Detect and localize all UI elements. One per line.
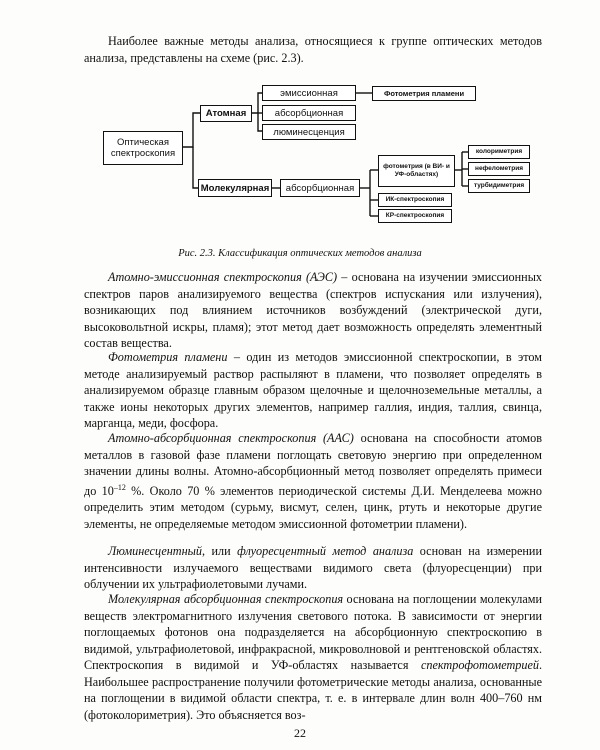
- paragraph-luminescence: [84, 543, 542, 593]
- text-lum-mid: , или: [202, 544, 238, 558]
- paragraph-aas: [84, 430, 542, 532]
- node-ir-spectroscopy: ИК-спектроскопия: [378, 193, 452, 207]
- node-turbidimetry: турбидиметрия: [468, 179, 530, 193]
- node-atomic: Атомная: [200, 105, 252, 122]
- paragraph-molecular: [84, 591, 542, 723]
- term-fluorescent: флуоресцентный метод анализа: [237, 544, 414, 558]
- node-atomic-absorption: абсорбционная: [262, 105, 356, 121]
- node-photometry: фотометрия (в ВИ- и УФ-областях): [378, 155, 455, 187]
- term-luminescent: Люминесцентный: [108, 544, 203, 558]
- node-raman-spectroscopy: КР-спектроскопия: [378, 209, 452, 223]
- term-flame: Фотометрия пламени: [108, 350, 228, 364]
- term-aes: Атомно-эмиссионная спектроскопия (АЭС): [108, 270, 338, 284]
- node-emission: эмиссионная: [262, 85, 356, 101]
- text-aes: – основана на изучении эмиссионных спектров паров анализируемого вещества (спектров испускания или излучения), возникающих под влиянием источников возбуждений (электрической дуги, высоковольтной искры, пламя); этот метод дает возможность определять элементный состав вещества.: [84, 270, 542, 350]
- page-number: 22: [294, 726, 306, 740]
- text-molecular-2: . Наибольшее распространение получили фотометрические методы анализа, основанные на поглощении в видимой области спектра, т. е. в интервале длин волн 400–760 нм (фотоколориметрия). Это объясняется воз-: [84, 658, 542, 722]
- text-flame: – один из методов эмиссионной спектроскопии, в этом методе анализируемый раствор распыляют в пламени, что позволяет определять в анализируемом образце главным образом щелочные и щелочноземельные металлы, а также ионы некоторых других элементов, например галлия, индия, таллия, свинца, марганца, меди, фосфора.: [84, 350, 542, 430]
- intro-paragraph: Наиболее важные методы анализа, относящиеся к группе оптических методов анализа, представлены на схеме (рис. 2.3).: [84, 34, 542, 65]
- text-aas-1: основана на способности атомов металлов в газовой фазе пламени поглощать световую энергию при определенном значении длины волны. Атомно-абсорбционный метод позволяет определять примеси до 10: [84, 431, 542, 498]
- term-spectrophotometry: спектрофотометрией: [420, 658, 539, 672]
- text-luminescence: основан на измерении интенсивности излучаемого веществами видимого света (флуоресценции) при облучении их ультрафиолетовыми лучами.: [84, 544, 542, 591]
- term-aas: Атомно-абсорбционная спектроскопия (ААС): [108, 431, 354, 445]
- exponent-aas: –12: [113, 482, 126, 492]
- figure-caption: Рис. 2.3. Классификация оптических методов анализа: [178, 248, 422, 259]
- node-optical-spectroscopy: Оптическая спектроскопия: [103, 131, 183, 165]
- term-molecular: Молекулярная абсорбционная спектроскопия: [108, 592, 344, 606]
- node-molecular-absorption: абсорбционная: [280, 179, 360, 197]
- node-flame-photometry: Фотометрия пламени: [372, 86, 476, 101]
- node-molecular: Молекулярная: [198, 179, 272, 197]
- node-luminescence: люминесценция: [262, 124, 356, 140]
- text-aas-2: %. Около 70 % элементов периодической системы Д.И. Менделеева можно определить этим методом (сурьму, висмут, селен, цинк, ртуть и некоторые другие элементы, не определяемые методом эмиссионной фотометрии пламени).: [84, 483, 542, 531]
- paragraph-aes: [84, 269, 542, 352]
- paragraph-flame: [84, 349, 542, 432]
- text-molecular-1: основана на поглощении молекулами веществ электромагнитного излучения светового потока. В зависимости от энергии поглощаемых фотонов она подразделяется на абсорбционную спектроскопию в видимой, ультрафиолетовой, инфракрасной, микроволновой и рентгеновской областях. Спектроскопия в видимой и УФ-областях называется: [84, 592, 542, 672]
- node-nephelometry: нефелометрия: [468, 162, 530, 176]
- node-colorimetry: колориметрия: [468, 145, 530, 159]
